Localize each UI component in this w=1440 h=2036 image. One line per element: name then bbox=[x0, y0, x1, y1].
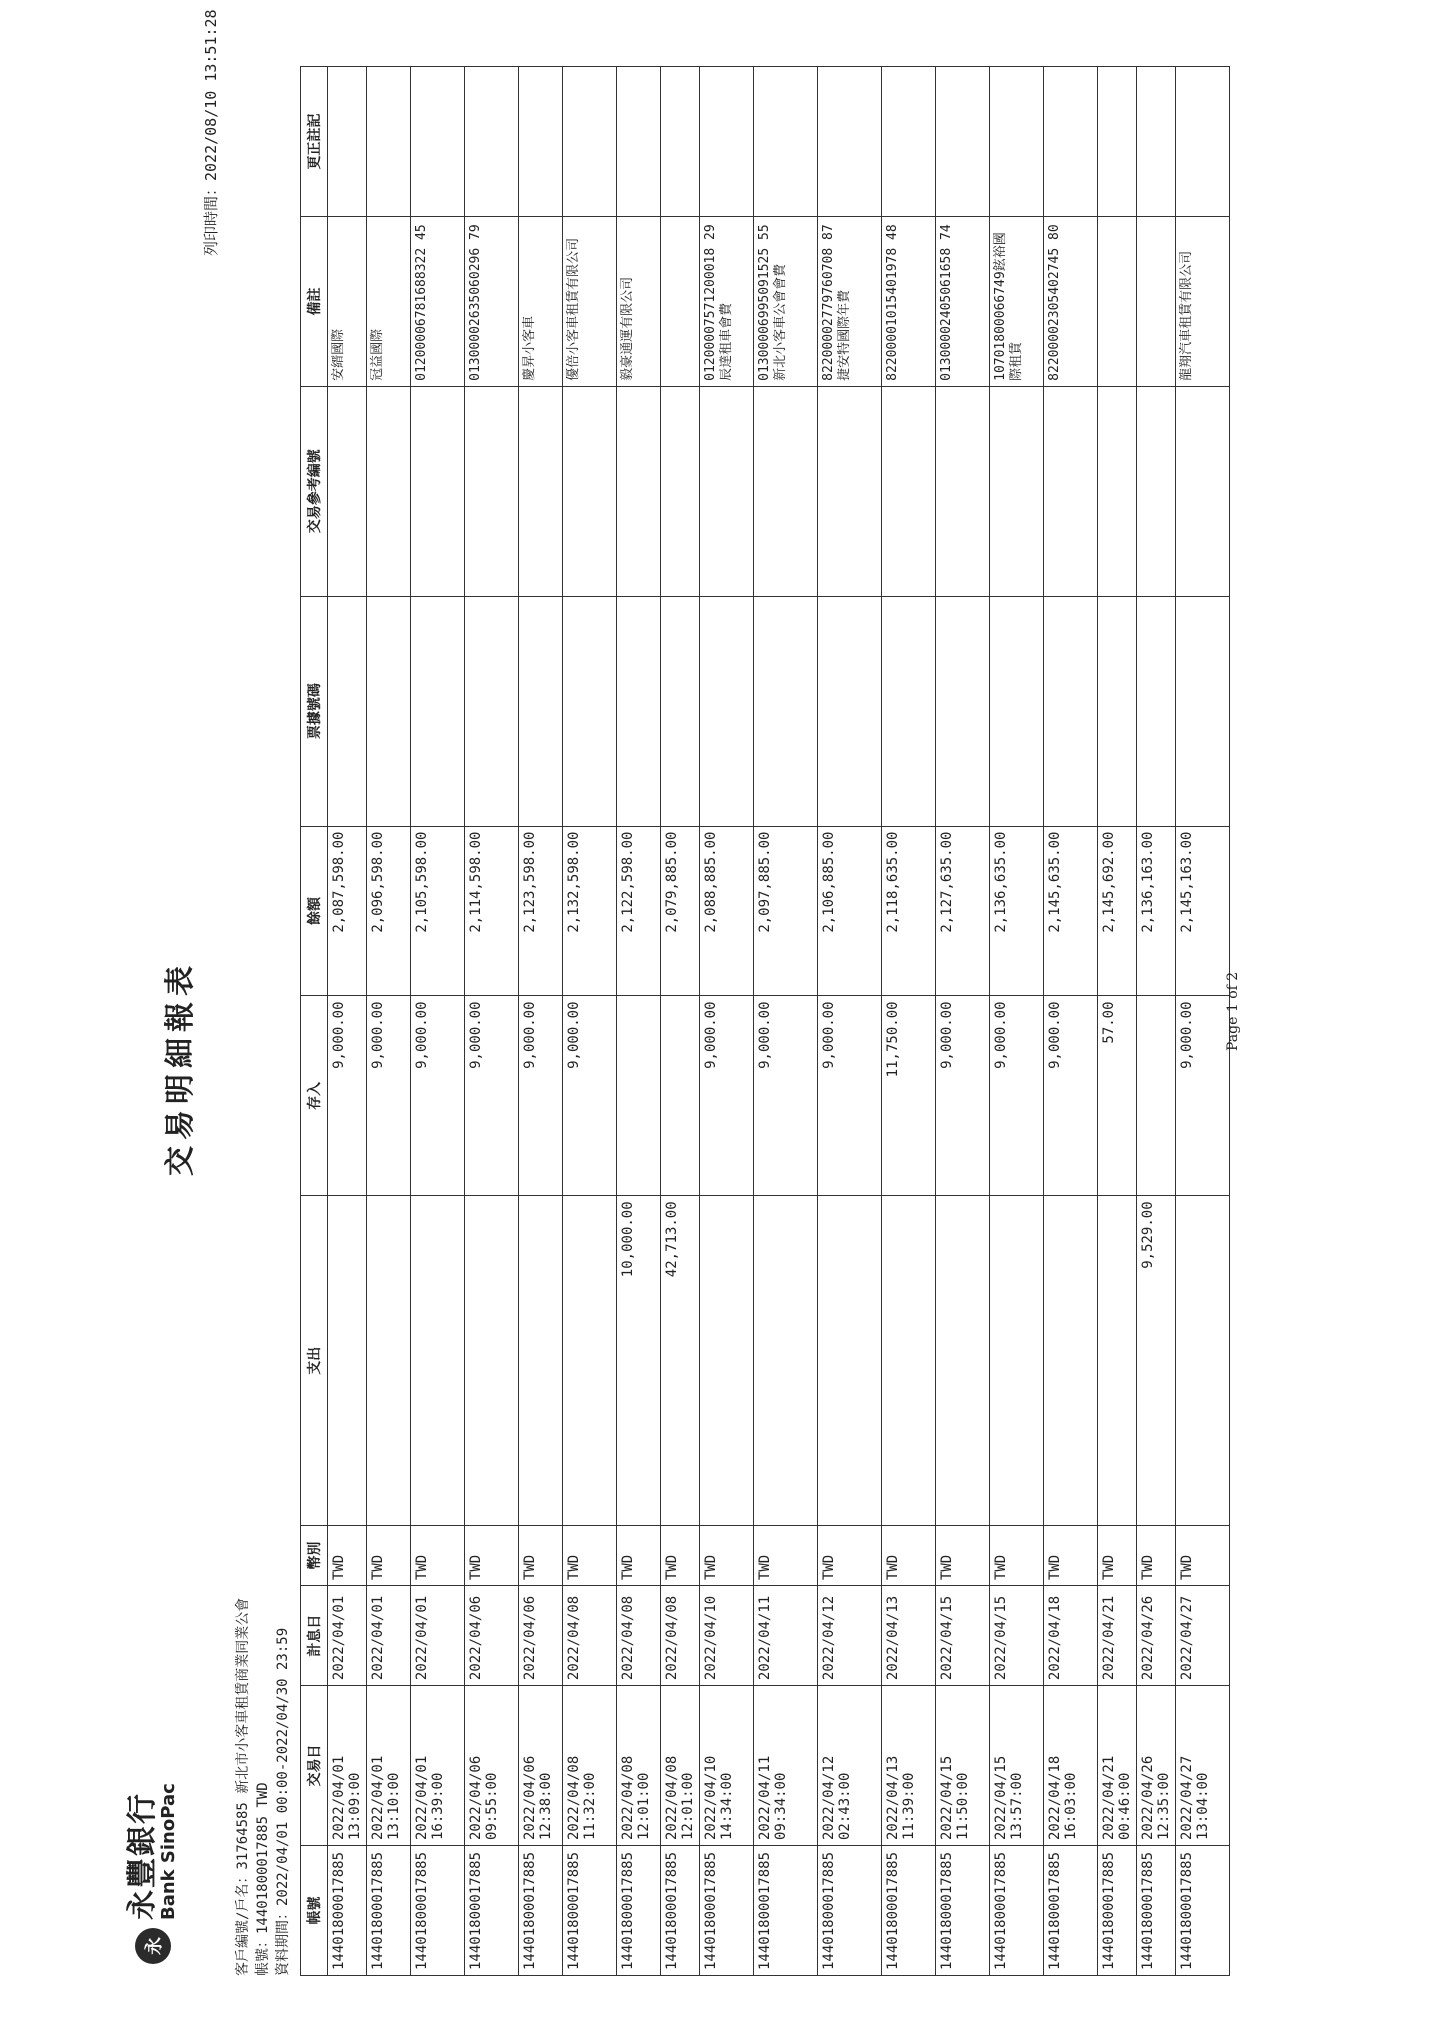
cell-deposit bbox=[617, 996, 661, 1196]
cell-withdrawal bbox=[328, 1196, 367, 1526]
bank-logo bbox=[125, 1783, 179, 1964]
cell-note: 82200002779760708 87捷安特國際年費 bbox=[818, 217, 882, 387]
cell-note: 82200002305402745 80 bbox=[1044, 217, 1098, 387]
cell-withdrawal bbox=[1176, 1196, 1230, 1526]
cell-deposit: 9,000.00 bbox=[465, 996, 519, 1196]
cell-withdrawal bbox=[990, 1196, 1044, 1526]
cell-note: 安縉國際 bbox=[328, 217, 367, 387]
table-row bbox=[1137, 67, 1176, 1976]
cell-currency: TWD bbox=[328, 1526, 367, 1586]
cell-withdrawal bbox=[367, 1196, 411, 1526]
cell-currency: TWD bbox=[661, 1526, 700, 1586]
cell-value-date: 2022/04/08 bbox=[661, 1586, 700, 1686]
cell-account: 14401800017885 bbox=[1176, 1846, 1230, 1976]
cell-check-no bbox=[465, 596, 519, 826]
cell-currency: TWD bbox=[754, 1526, 818, 1586]
cell-withdrawal bbox=[818, 1196, 882, 1526]
cell-trans-date: 2022/04/27 13:04:00 bbox=[1176, 1686, 1230, 1846]
cell-deposit: 9,000.00 bbox=[519, 996, 563, 1196]
cell-account: 14401800017885 bbox=[328, 1846, 367, 1976]
cell-account: 14401800017885 bbox=[465, 1846, 519, 1976]
cell-account: 14401800017885 bbox=[818, 1846, 882, 1976]
cell-value-date: 2022/04/12 bbox=[818, 1586, 882, 1686]
cell-correction bbox=[411, 67, 465, 217]
cell-balance: 2,088,885.00 bbox=[700, 826, 754, 996]
table-row bbox=[1098, 67, 1137, 1976]
customer-info: 客戶編號/戶名：31764585 新北市小客車租賃商業同業公會 bbox=[235, 1597, 251, 1976]
cell-correction bbox=[328, 67, 367, 217]
cell-deposit: 9,000.00 bbox=[818, 996, 882, 1196]
cell-deposit bbox=[661, 996, 700, 1196]
cell-currency: TWD bbox=[563, 1526, 617, 1586]
cell-withdrawal: 42,713.00 bbox=[661, 1196, 700, 1526]
cell-check-no bbox=[411, 596, 465, 826]
cell-withdrawal bbox=[700, 1196, 754, 1526]
cell-value-date: 2022/04/18 bbox=[1044, 1586, 1098, 1686]
cell-note: 01300002635060296 79 bbox=[465, 217, 519, 387]
transaction-table bbox=[300, 66, 1230, 1976]
cell-withdrawal bbox=[1098, 1196, 1137, 1526]
cell-reference bbox=[754, 386, 818, 596]
cell-withdrawal bbox=[411, 1196, 465, 1526]
cell-deposit: 9,000.00 bbox=[754, 996, 818, 1196]
cell-value-date: 2022/04/15 bbox=[936, 1586, 990, 1686]
cell-currency: TWD bbox=[990, 1526, 1044, 1586]
cell-currency: TWD bbox=[1098, 1526, 1137, 1586]
cell-balance: 2,122,598.00 bbox=[617, 826, 661, 996]
cell-value-date: 2022/04/11 bbox=[754, 1586, 818, 1686]
cell-check-no bbox=[1098, 596, 1137, 826]
cell-currency: TWD bbox=[936, 1526, 990, 1586]
cell-balance: 2,127,635.00 bbox=[936, 826, 990, 996]
cell-check-no bbox=[882, 596, 936, 826]
cell-balance: 2,136,163.00 bbox=[1137, 826, 1176, 996]
cell-account: 14401800017885 bbox=[617, 1846, 661, 1976]
cell-currency: TWD bbox=[411, 1526, 465, 1586]
cell-withdrawal bbox=[563, 1196, 617, 1526]
cell-trans-date: 2022/04/01 13:09:00 bbox=[328, 1686, 367, 1846]
cell-value-date: 2022/04/15 bbox=[990, 1586, 1044, 1686]
cell-value-date: 2022/04/06 bbox=[519, 1586, 563, 1686]
cell-balance: 2,118,635.00 bbox=[882, 826, 936, 996]
cell-correction bbox=[617, 67, 661, 217]
cell-check-no bbox=[661, 596, 700, 826]
cell-deposit: 9,000.00 bbox=[563, 996, 617, 1196]
cell-account: 14401800017885 bbox=[1098, 1846, 1137, 1976]
cell-balance: 2,079,885.00 bbox=[661, 826, 700, 996]
cell-reference bbox=[661, 386, 700, 596]
cell-correction bbox=[1044, 67, 1098, 217]
cell-note: 毅豪通運有限公司 bbox=[617, 217, 661, 387]
cell-value-date: 2022/04/06 bbox=[465, 1586, 519, 1686]
cell-reference bbox=[936, 386, 990, 596]
cell-deposit: 9,000.00 bbox=[367, 996, 411, 1196]
col-correction: 更正註記 bbox=[301, 67, 328, 217]
cell-note: 82200001015401978 48 bbox=[882, 217, 936, 387]
cell-withdrawal bbox=[754, 1196, 818, 1526]
cell-correction bbox=[563, 67, 617, 217]
cell-correction bbox=[1098, 67, 1137, 217]
cell-note bbox=[1137, 217, 1176, 387]
bank-logo-icon: 永 bbox=[135, 1928, 171, 1964]
bank-name-cn: 永豐銀行 bbox=[125, 1792, 160, 1920]
cell-note: 01300006995091525 55新北小客車公會會費 bbox=[754, 217, 818, 387]
cell-account: 14401800017885 bbox=[367, 1846, 411, 1976]
cell-balance: 2,145,692.00 bbox=[1098, 826, 1137, 996]
table-row bbox=[700, 67, 754, 1976]
cell-balance: 2,114,598.00 bbox=[465, 826, 519, 996]
cell-withdrawal bbox=[465, 1196, 519, 1526]
cell-currency: TWD bbox=[1044, 1526, 1098, 1586]
account-info: 帳號：14401800017885 TWD bbox=[255, 1782, 271, 1976]
cell-reference bbox=[1044, 386, 1098, 596]
cell-correction bbox=[990, 67, 1044, 217]
cell-currency: TWD bbox=[519, 1526, 563, 1586]
cell-trans-date: 2022/04/06 09:55:00 bbox=[465, 1686, 519, 1846]
table-header-row bbox=[301, 67, 328, 1976]
cell-reference bbox=[411, 386, 465, 596]
cell-value-date: 2022/04/21 bbox=[1098, 1586, 1137, 1686]
cell-reference bbox=[990, 386, 1044, 596]
cell-balance: 2,105,598.00 bbox=[411, 826, 465, 996]
cell-note: 01200006781688322 45 bbox=[411, 217, 465, 387]
cell-trans-date: 2022/04/01 16:39:00 bbox=[411, 1686, 465, 1846]
print-time: 列印時間：2022/08/10 13:51:28 bbox=[202, 9, 220, 256]
cell-balance: 2,145,163.00 bbox=[1176, 826, 1230, 996]
cell-value-date: 2022/04/26 bbox=[1137, 1586, 1176, 1686]
cell-check-no bbox=[700, 596, 754, 826]
cell-account: 14401800017885 bbox=[519, 1846, 563, 1976]
cell-balance: 2,096,598.00 bbox=[367, 826, 411, 996]
cell-value-date: 2022/04/01 bbox=[411, 1586, 465, 1686]
cell-check-no bbox=[818, 596, 882, 826]
cell-trans-date: 2022/04/01 13:10:00 bbox=[367, 1686, 411, 1846]
cell-currency: TWD bbox=[700, 1526, 754, 1586]
cell-trans-date: 2022/04/08 12:01:00 bbox=[661, 1686, 700, 1846]
cell-account: 14401800017885 bbox=[661, 1846, 700, 1976]
cell-correction bbox=[1137, 67, 1176, 217]
cell-currency: TWD bbox=[367, 1526, 411, 1586]
table-row bbox=[465, 67, 519, 1976]
cell-deposit: 9,000.00 bbox=[411, 996, 465, 1196]
cell-reference bbox=[328, 386, 367, 596]
cell-check-no bbox=[328, 596, 367, 826]
cell-account: 14401800017885 bbox=[754, 1846, 818, 1976]
cell-reference bbox=[563, 386, 617, 596]
col-note: 備註 bbox=[301, 217, 328, 387]
cell-trans-date: 2022/04/18 16:03:00 bbox=[1044, 1686, 1098, 1846]
cell-note: 冠益國際 bbox=[367, 217, 411, 387]
cell-correction bbox=[754, 67, 818, 217]
cell-value-date: 2022/04/08 bbox=[563, 1586, 617, 1686]
cell-reference bbox=[700, 386, 754, 596]
cell-check-no bbox=[617, 596, 661, 826]
table-row bbox=[754, 67, 818, 1976]
cell-check-no bbox=[1044, 596, 1098, 826]
cell-deposit: 9,000.00 bbox=[1044, 996, 1098, 1196]
cell-note bbox=[661, 217, 700, 387]
cell-note: 10701800066749鉉裕國際租賃 bbox=[990, 217, 1044, 387]
cell-value-date: 2022/04/13 bbox=[882, 1586, 936, 1686]
cell-note: 慶昇小客車 bbox=[519, 217, 563, 387]
cell-reference bbox=[617, 386, 661, 596]
cell-trans-date: 2022/04/15 11:50:00 bbox=[936, 1686, 990, 1846]
cell-note: 01300002405061658 74 bbox=[936, 217, 990, 387]
col-reference: 交易參考編號 bbox=[301, 386, 328, 596]
cell-check-no bbox=[519, 596, 563, 826]
cell-deposit: 9,000.00 bbox=[936, 996, 990, 1196]
cell-deposit bbox=[1137, 996, 1176, 1196]
col-deposit: 存入 bbox=[301, 996, 328, 1196]
cell-balance: 2,097,885.00 bbox=[754, 826, 818, 996]
cell-value-date: 2022/04/08 bbox=[617, 1586, 661, 1686]
col-withdrawal: 支出 bbox=[301, 1196, 328, 1526]
cell-check-no bbox=[754, 596, 818, 826]
cell-account: 14401800017885 bbox=[1137, 1846, 1176, 1976]
cell-value-date: 2022/04/01 bbox=[367, 1586, 411, 1686]
period-info: 資料期間：2022/04/01 00:00-2022/04/30 23:59 bbox=[275, 1627, 291, 1976]
cell-check-no bbox=[936, 596, 990, 826]
cell-deposit: 57.00 bbox=[1098, 996, 1137, 1196]
table-row bbox=[563, 67, 617, 1976]
cell-deposit: 9,000.00 bbox=[700, 996, 754, 1196]
cell-withdrawal: 10,000.00 bbox=[617, 1196, 661, 1526]
table-row bbox=[617, 67, 661, 1976]
table-row bbox=[328, 67, 367, 1976]
cell-trans-date: 2022/04/08 11:32:00 bbox=[563, 1686, 617, 1846]
cell-correction bbox=[936, 67, 990, 217]
cell-withdrawal bbox=[1044, 1196, 1098, 1526]
cell-currency: TWD bbox=[617, 1526, 661, 1586]
cell-balance: 2,087,598.00 bbox=[328, 826, 367, 996]
cell-value-date: 2022/04/01 bbox=[328, 1586, 367, 1686]
cell-trans-date: 2022/04/15 13:57:00 bbox=[990, 1686, 1044, 1846]
cell-withdrawal bbox=[882, 1196, 936, 1526]
cell-trans-date: 2022/04/06 12:38:00 bbox=[519, 1686, 563, 1846]
cell-note bbox=[1098, 217, 1137, 387]
cell-trans-date: 2022/04/12 02:43:00 bbox=[818, 1686, 882, 1846]
cell-trans-date: 2022/04/26 12:35:00 bbox=[1137, 1686, 1176, 1846]
cell-correction bbox=[465, 67, 519, 217]
cell-currency: TWD bbox=[882, 1526, 936, 1586]
cell-account: 14401800017885 bbox=[563, 1846, 617, 1976]
cell-check-no bbox=[990, 596, 1044, 826]
cell-account: 14401800017885 bbox=[990, 1846, 1044, 1976]
cell-trans-date: 2022/04/21 00:46:00 bbox=[1098, 1686, 1137, 1846]
table-row bbox=[936, 67, 990, 1976]
cell-trans-date: 2022/04/10 14:34:00 bbox=[700, 1686, 754, 1846]
cell-deposit: 9,000.00 bbox=[328, 996, 367, 1196]
cell-note: 優倍小客車租賃有限公司 bbox=[563, 217, 617, 387]
table-row bbox=[367, 67, 411, 1976]
col-balance: 餘額 bbox=[301, 826, 328, 996]
cell-deposit: 9,000.00 bbox=[990, 996, 1044, 1196]
cell-check-no bbox=[1137, 596, 1176, 826]
cell-balance: 2,136,635.00 bbox=[990, 826, 1044, 996]
cell-correction bbox=[700, 67, 754, 217]
cell-check-no bbox=[563, 596, 617, 826]
cell-correction bbox=[519, 67, 563, 217]
table-row bbox=[411, 67, 465, 1976]
cell-reference bbox=[1137, 386, 1176, 596]
cell-withdrawal bbox=[936, 1196, 990, 1526]
table-row bbox=[990, 67, 1044, 1976]
cell-currency: TWD bbox=[465, 1526, 519, 1586]
table-row bbox=[1044, 67, 1098, 1976]
cell-reference bbox=[465, 386, 519, 596]
cell-account: 14401800017885 bbox=[1044, 1846, 1098, 1976]
col-currency: 幣別 bbox=[301, 1526, 328, 1586]
cell-correction bbox=[1176, 67, 1230, 217]
col-trans-date: 交易日 bbox=[301, 1686, 328, 1846]
col-check-no: 票據號碼 bbox=[301, 596, 328, 826]
cell-balance: 2,123,598.00 bbox=[519, 826, 563, 996]
cell-reference bbox=[1098, 386, 1137, 596]
col-account: 帳號 bbox=[301, 1846, 328, 1976]
cell-trans-date: 2022/04/13 11:39:00 bbox=[882, 1686, 936, 1846]
cell-deposit: 9,000.00 bbox=[1176, 996, 1230, 1196]
cell-currency: TWD bbox=[1176, 1526, 1230, 1586]
cell-correction bbox=[661, 67, 700, 217]
cell-note: 01200007571200018 29辰達租車會費 bbox=[700, 217, 754, 387]
col-value-date: 計息日 bbox=[301, 1586, 328, 1686]
table-row bbox=[661, 67, 700, 1976]
bank-name-en: Bank SinoPac bbox=[158, 1783, 179, 1920]
cell-trans-date: 2022/04/11 09:34:00 bbox=[754, 1686, 818, 1846]
cell-account: 14401800017885 bbox=[882, 1846, 936, 1976]
cell-withdrawal: 9,529.00 bbox=[1137, 1196, 1176, 1526]
report-title: 交易明細報表 bbox=[163, 960, 198, 1176]
cell-check-no bbox=[367, 596, 411, 826]
cell-currency: TWD bbox=[818, 1526, 882, 1586]
cell-value-date: 2022/04/10 bbox=[700, 1586, 754, 1686]
cell-reference bbox=[1176, 386, 1230, 596]
cell-value-date: 2022/04/27 bbox=[1176, 1586, 1230, 1686]
table-row bbox=[818, 67, 882, 1976]
cell-balance: 2,106,885.00 bbox=[818, 826, 882, 996]
cell-reference bbox=[818, 386, 882, 596]
cell-balance: 2,132,598.00 bbox=[563, 826, 617, 996]
cell-check-no bbox=[1176, 596, 1230, 826]
cell-reference bbox=[367, 386, 411, 596]
cell-note: 龍翔汽車租賃有限公司 bbox=[1176, 217, 1230, 387]
page-number: Page 1 of 2 bbox=[1225, 971, 1241, 1051]
table-row bbox=[882, 67, 936, 1976]
cell-correction bbox=[882, 67, 936, 217]
cell-deposit: 11,750.00 bbox=[882, 996, 936, 1196]
cell-withdrawal bbox=[519, 1196, 563, 1526]
table-row bbox=[1176, 67, 1230, 1976]
cell-trans-date: 2022/04/08 12:01:00 bbox=[617, 1686, 661, 1846]
cell-balance: 2,145,635.00 bbox=[1044, 826, 1098, 996]
cell-reference bbox=[519, 386, 563, 596]
table-row bbox=[519, 67, 563, 1976]
cell-account: 14401800017885 bbox=[411, 1846, 465, 1976]
cell-correction bbox=[818, 67, 882, 217]
cell-reference bbox=[882, 386, 936, 596]
cell-account: 14401800017885 bbox=[700, 1846, 754, 1976]
cell-correction bbox=[367, 67, 411, 217]
cell-currency: TWD bbox=[1137, 1526, 1176, 1586]
cell-account: 14401800017885 bbox=[936, 1846, 990, 1976]
